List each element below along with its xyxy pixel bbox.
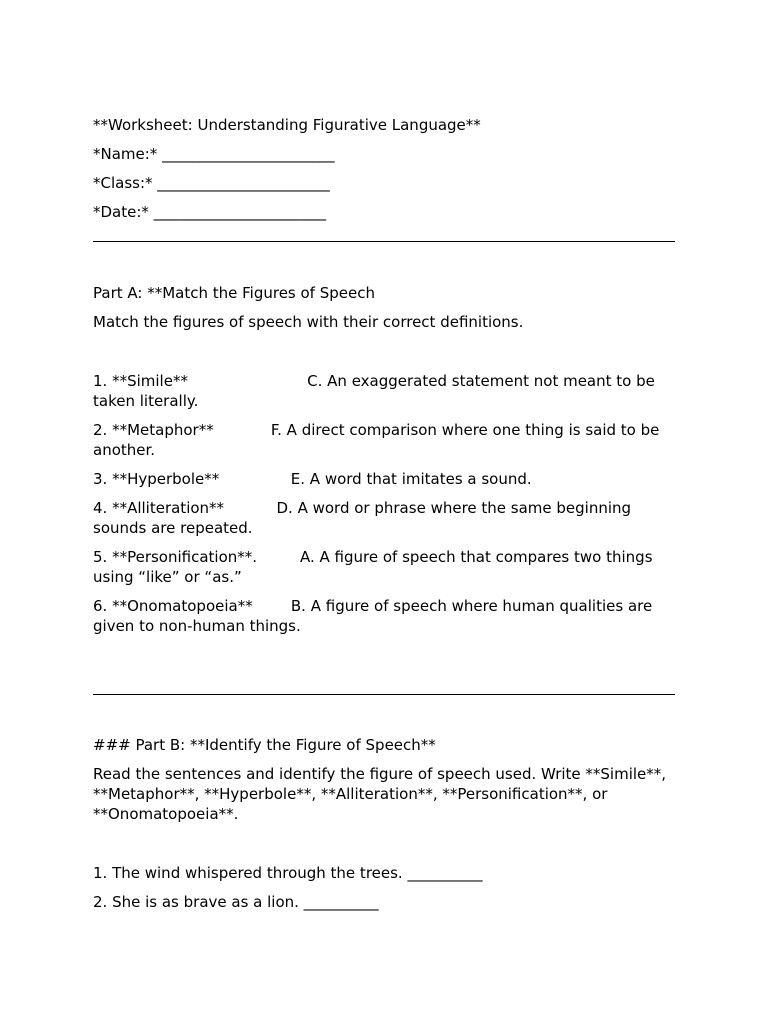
part-b-instructions: Read the sentences and identify the figure of speech used. Write **Simile**, **Metaphor**, **Hyperbole**, **Alliteration**, **Personification**, or **Onomatopoeia**. xyxy=(93,765,671,823)
part-b-heading: ### Part B: **Identify the Figure of Speech** xyxy=(93,736,436,754)
worksheet-content xyxy=(93,115,675,912)
sentence-item: 1. The wind whispered through the trees. __________ xyxy=(93,864,483,882)
match-item xyxy=(93,498,675,538)
class-field-line: *Class:* _______________________ xyxy=(93,174,330,192)
match-spacing xyxy=(257,548,300,566)
match-definition: D. A word or phrase where the same beginning sounds are repeated. xyxy=(93,499,636,537)
date-field-line: *Date:* _______________________ xyxy=(93,203,327,221)
match-term: 1. **Simile** xyxy=(93,372,188,390)
worksheet-title: **Worksheet: Understanding Figurative Language** xyxy=(93,116,481,134)
match-term: 4. **Alliteration** xyxy=(93,499,225,517)
match-spacing xyxy=(253,597,291,615)
match-item xyxy=(93,420,675,460)
match-term: 6. **Onomatopoeia** xyxy=(93,597,253,615)
match-item xyxy=(93,469,675,489)
match-spacing xyxy=(224,499,276,517)
part-a-instructions: Match the figures of speech with their correct definitions. xyxy=(93,313,524,331)
match-definition: E. A word that imitates a sound. xyxy=(290,470,532,488)
match-definition: F. A direct comparison where one thing is said to be another. xyxy=(93,421,665,459)
match-item xyxy=(93,547,675,587)
section-divider xyxy=(93,241,675,242)
match-term: 2. **Metaphor** xyxy=(93,421,214,439)
match-definition: C. An exaggerated statement not meant to be taken literally. xyxy=(93,372,660,410)
sentence-item: 2. She is as brave as a lion. __________ xyxy=(93,893,379,911)
match-spacing xyxy=(188,372,307,390)
match-term: 5. **Personification**. xyxy=(93,548,258,566)
name-field-line: *Name:* _______________________ xyxy=(93,145,335,163)
match-spacing xyxy=(214,421,271,439)
match-definition: A. A figure of speech that compares two things using “like” or “as.” xyxy=(93,548,658,586)
match-term: 3. **Hyperbole** xyxy=(93,470,220,488)
match-item xyxy=(93,371,675,411)
part-a-match-list xyxy=(93,371,675,636)
match-definition: B. A figure of speech where human qualities are given to non-human things. xyxy=(93,597,657,635)
part-a-heading: Part A: **Match the Figures of Speech xyxy=(93,284,375,302)
match-spacing xyxy=(219,470,291,488)
part-b-sentence-list xyxy=(93,863,675,912)
match-item xyxy=(93,596,675,636)
section-divider xyxy=(93,694,675,695)
